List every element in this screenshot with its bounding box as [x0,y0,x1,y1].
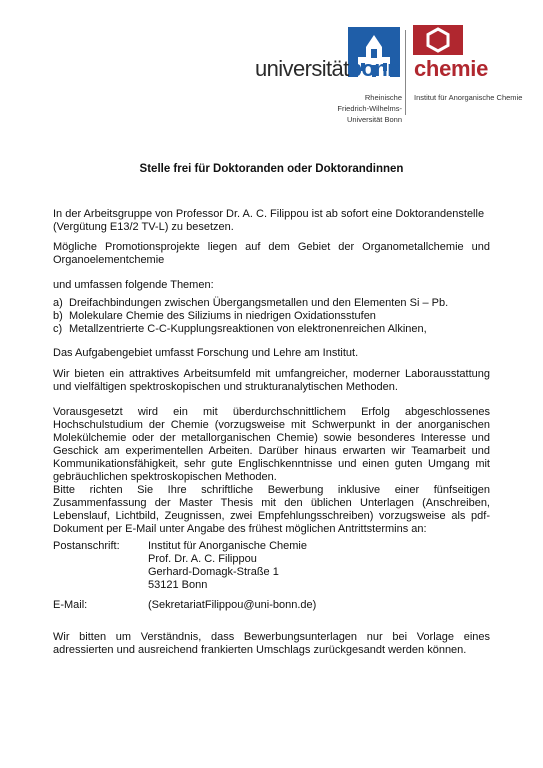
chemie-logo-text: chemie [414,56,489,81]
university-logo-text [255,56,400,82]
offer-paragraph: Wir bieten ein attraktives Arbeitsumfeld mit umfangreicher, moderner Laborausstattung und vielfältigen spektroskopischen und strukturanalytischen Methoden. [53,368,490,393]
projects-paragraph: Mögliche Promotionsprojekte liegen auf dem Gebiet der Organometallchemie und Organoelementchemie [53,241,490,266]
list-text: Dreifachbindungen zwischen Übergangsmetallen und den Elementen Si – Pb. [69,297,449,309]
list-text: Metallzentrierte C-C-Kupplungsreaktionen von elektronenreichen Alkinen, [69,323,427,335]
list-item [53,310,490,323]
address-line: Friedrich-Wilhelms- [337,104,402,113]
email-block [53,599,490,612]
application-paragraph: Bitte richten Sie Ihre schriftliche Bewerbung inklusive einer fünfseitigen Zusammenfassung der Master Thesis mit den üblichen Unterlagen (Anschreiben, Lebenslauf, Lichtbild, Zeugnissen, zwei Empfehlungsschreiben) vorzugsweise als pdf-Dokument per E-Mail unter Angabe des frühest möglichen Antrittstermins an: [53,484,490,535]
logo-uni-prefix: universität [255,56,349,81]
university-address [320,92,402,125]
postal-line: Gerhard-Domagk-Straße 1 [148,566,279,578]
postal-address-block [53,540,490,592]
postal-line: Institut für Anorganische Chemie [148,540,307,552]
hexagon-flask-icon [413,25,463,55]
list-item [53,297,490,310]
postal-line: 53121 Bonn [148,579,208,591]
list-marker: a) [53,297,63,309]
postal-label: Postanschrift: [53,540,120,552]
email-address: (SekretariatFilippou@uni-bonn.de) [148,599,317,611]
institute-name: Institut für Anorganische Chemie [414,93,523,102]
address-line: Universität Bonn [346,115,402,124]
tasks-paragraph: Das Aufgabengebiet umfasst Forschung und Lehre am Institut. [53,347,359,359]
intro-paragraph: In der Arbeitsgruppe von Professor Dr. A. C. Filippou ist ab sofort eine Doktorandenstelle (Vergütung E13/2 TV-L) zu besetzen. [53,208,485,233]
header-divider [405,30,406,115]
requirements-paragraph: Vorausgesetzt wird ein mit überdurchschnittlichem Erfolg abgeschlossenes Hochschulstudium der Chemie (vorzugsweise mit Schwerpunkt in der anorganischen Molekülchemie oder der metallorganischen Chemie) sowie besonderes Interesse und Geschick am experimentellen Arbeiten. Darüber hinaus erwarten wir Teamarbeit und Kommunikationsfähigkeit, sehr gute Englischkenntnisse und einen guten Umgang mit gebräuchlichen spektroskopischen Methoden. [53,406,490,483]
topics-intro: und umfassen folgende Themen: [53,279,214,291]
email-label: E-Mail: [53,599,88,611]
document-title: Stelle frei für Doktoranden oder Doktorandinnen [139,163,404,175]
list-marker: b) [53,310,63,322]
topics-list [53,297,490,336]
postal-line: Prof. Dr. A. C. Filippou [148,553,257,565]
list-text: Molekulare Chemie des Siliziums in niedrigen Oxidationsstufen [69,310,376,322]
logo-uni-suffix: bonn [348,56,401,81]
list-marker: c) [53,323,63,335]
list-item [53,323,490,336]
closing-paragraph: Wir bitten um Verständnis, dass Bewerbungsunterlagen nur bei Vorlage eines adressierten und ausreichend frankierten Umschlags zurückgesandt werden können. [53,631,490,656]
address-line: Rheinische [364,93,402,102]
